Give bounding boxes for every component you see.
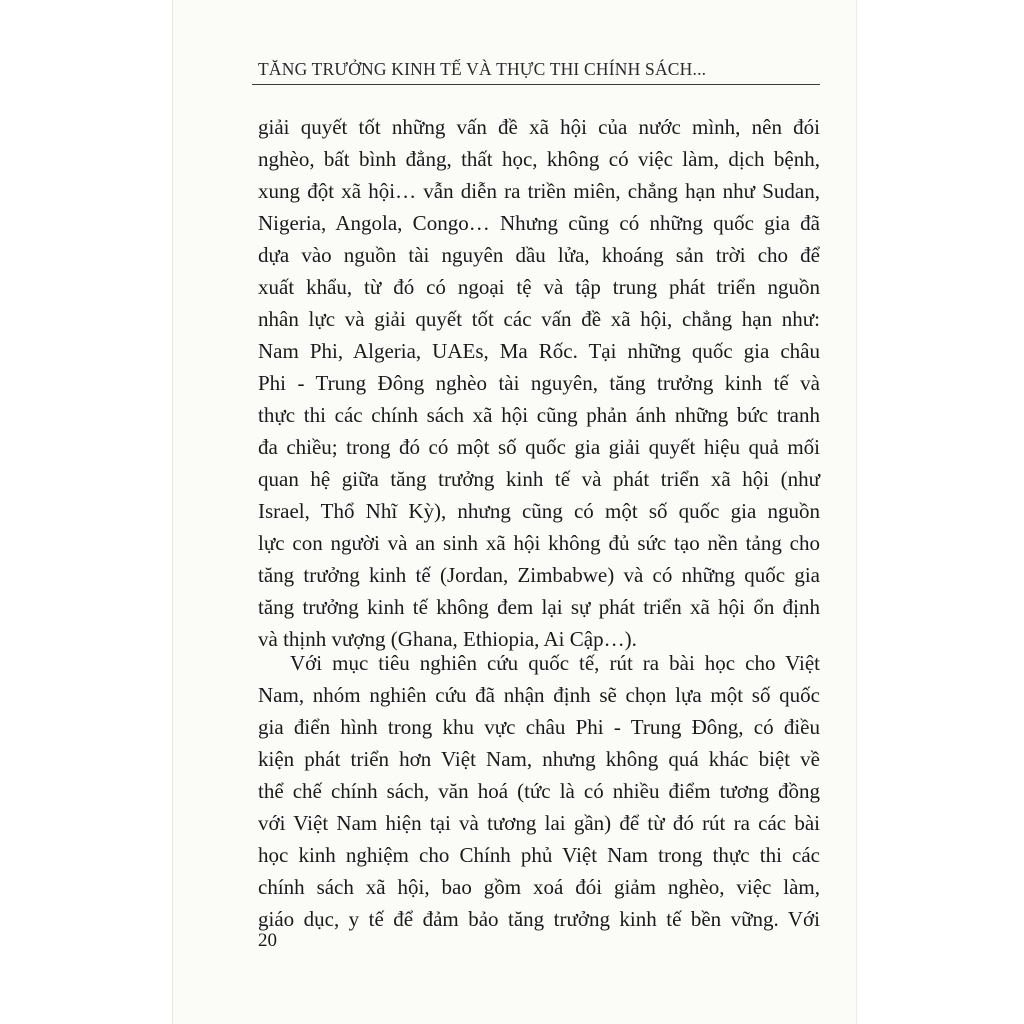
text-line: Nigeria, Angola, Congo… Nhưng cũng có những quốc gia đã: [258, 211, 820, 235]
text-line: đa chiều; trong đó có một số quốc gia giải quyết hiệu quả mối: [258, 435, 820, 459]
text-line: lực con người và an sinh xã hội không đủ sức tạo nền tảng cho: [258, 531, 820, 555]
page-number: 20: [258, 930, 277, 951]
text-line: giáo dục, y tế để đảm bảo tăng trưởng kinh tế bền vững. Với: [258, 907, 820, 931]
text-line: xuất khẩu, từ đó có ngoại tệ và tập trung phát triển nguồn: [258, 275, 820, 299]
text-line: Phi - Trung Đông nghèo tài nguyên, tăng trưởng kinh tế và: [258, 371, 820, 395]
text-line: chính sách xã hội, bao gồm xoá đói giảm nghèo, việc làm,: [258, 875, 820, 899]
text-line: Nam Phi, Algeria, UAEs, Ma Rốc. Tại những quốc gia châu: [258, 339, 820, 363]
text-line: kiện phát triển hơn Việt Nam, nhưng không quá khác biệt về: [258, 747, 820, 771]
text-line-last: và thịnh vượng (Ghana, Ethiopia, Ai Cập…).: [258, 627, 637, 651]
text-line: với Việt Nam hiện tại và tương lai gần) để từ đó rút ra các bài: [258, 811, 820, 835]
text-line: học kinh nghiệm cho Chính phủ Việt Nam trong thực thi các: [258, 843, 820, 867]
text-line: thể chế chính sách, văn hoá (tức là có nhiều điểm tương đồng: [258, 779, 820, 803]
text-line: nhân lực và giải quyết tốt các vấn đề xã hội, chẳng hạn như:: [258, 307, 820, 331]
text-line: quan hệ giữa tăng trưởng kinh tế và phát triển xã hội (như: [258, 467, 820, 491]
text-line: giải quyết tốt những vấn đề xã hội của nước mình, nên đói: [258, 115, 820, 139]
text-line-indented: Với mục tiêu nghiên cứu quốc tế, rút ra bài học cho Việt: [290, 651, 820, 675]
text-line: dựa vào nguồn tài nguyên dầu lửa, khoáng sản trời cho để: [258, 243, 820, 267]
text-line: tăng trưởng kinh tế không đem lại sự phát triển xã hội ổn định: [258, 595, 820, 619]
text-line: gia điển hình trong khu vực châu Phi - Trung Đông, có điều: [258, 715, 820, 739]
text-line: thực thi các chính sách xã hội cũng phản ánh những bức tranh: [258, 403, 820, 427]
text-line: xung đột xã hội… vẫn diễn ra triền miên, chẳng hạn như Sudan,: [258, 179, 820, 203]
header-rule: [252, 84, 820, 85]
text-line: Nam, nhóm nghiên cứu đã nhận định sẽ chọn lựa một số quốc: [258, 683, 820, 707]
text-line: Israel, Thổ Nhĩ Kỳ), nhưng cũng có một số quốc gia nguồn: [258, 499, 820, 523]
text-line: tăng trưởng kinh tế (Jordan, Zimbabwe) và có những quốc gia: [258, 563, 820, 587]
text-line: nghèo, bất bình đẳng, thất học, không có việc làm, dịch bệnh,: [258, 147, 820, 171]
running-header: TĂNG TRƯỞNG KINH TẾ VÀ THỰC THI CHÍNH SÁCH...: [258, 59, 707, 79]
